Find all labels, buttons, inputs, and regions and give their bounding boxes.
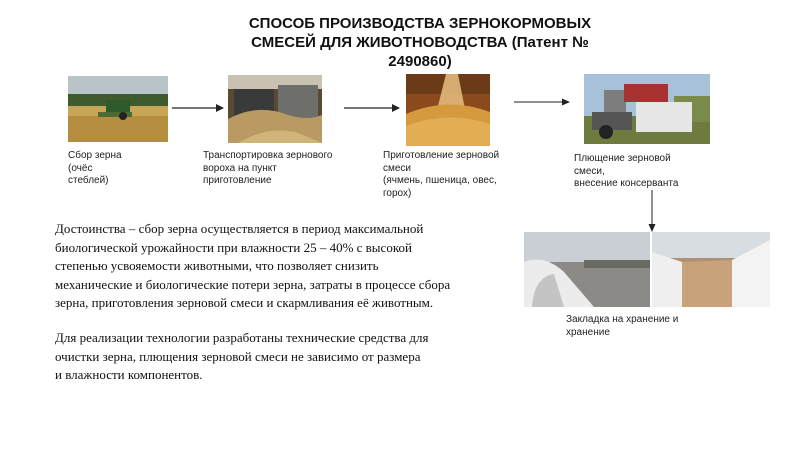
caption-harvest: Сбор зерна (очёс стеблей) — [68, 150, 122, 186]
caption-flattening: Плющение зерновой смеси, внесение консерванта — [574, 153, 679, 189]
arrow-step4-to-step5 — [646, 190, 658, 232]
photo-harvest — [68, 76, 168, 142]
caption-mixing: Приготовление зерновой смеси (ячмень, пшеница, овес, горох) — [383, 150, 500, 199]
photo-storage-left — [524, 232, 650, 307]
photo-mixing — [406, 74, 490, 146]
photo-flattening — [584, 74, 710, 144]
implementation-paragraph: Для реализации технологии разработаны технические средства для очистки зерна, плющения зерновой смеси не зависимо от размера и влажности компонентов. — [55, 330, 429, 382]
caption-storage: Закладка на хранение и хранение — [566, 314, 679, 338]
arrow-step1-to-step2 — [172, 102, 224, 114]
slide-title: СПОСОБ ПРОИЗВОДСТВА ЗЕРНОКОРМОВЫХ СМЕСЕЙ ДЛЯ ЖИВОТНОВОДСТВА (Патент № 2490860) — [248, 15, 592, 70]
advantages-paragraph: Достоинства – сбор зерна осуществляется в период максимальной биологической урожайности при влажности 25 – 40% с высокой степенью усвояемости животными, что позволяет снизить механические и биологические потери зерна, затраты в процессе сбора зерна, приготовления зерновой смеси и скармливания её животным. — [55, 221, 451, 310]
arrow-step3-to-step4 — [514, 96, 570, 108]
caption-transport: Транспортировка зернового вороха на пункт приготовление — [203, 150, 333, 186]
photo-storage-right — [652, 232, 770, 307]
photo-transport — [228, 75, 322, 143]
arrow-step2-to-step3 — [344, 102, 400, 114]
